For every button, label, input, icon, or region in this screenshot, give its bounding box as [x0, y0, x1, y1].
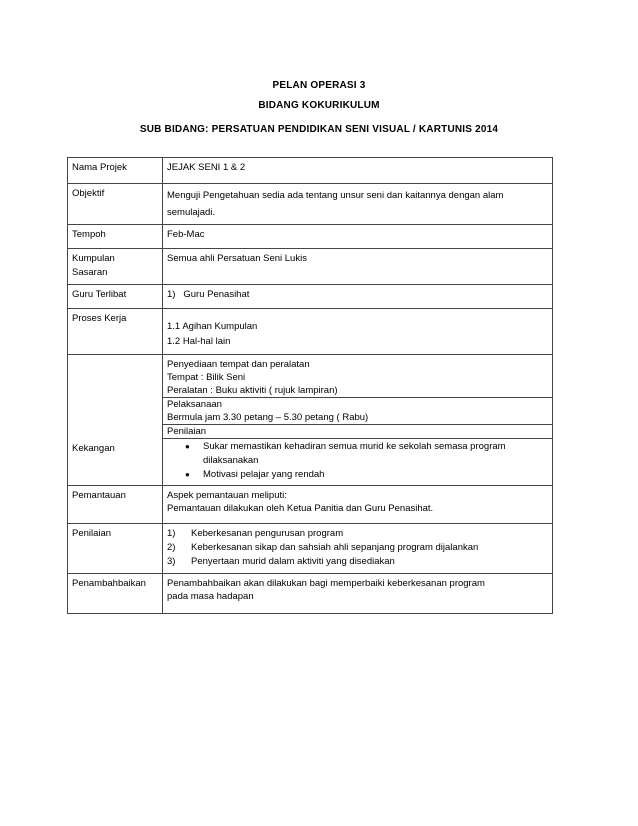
- proses-block-4: Pelaksanaan: [167, 399, 222, 410]
- row-proses-detail: [68, 355, 553, 439]
- document-subtitle: SUB BIDANG: PERSATUAN PENDIDIKAN SENI VISUAL / KARTUNIS 2014: [139, 124, 499, 135]
- pemantauan-line-2: Pemantauan dilakukan oleh Ketua Panitia dan Guru Penasihat.: [167, 503, 434, 514]
- kumpulan-label-2: Sasaran: [72, 267, 108, 278]
- proses-item-2: 1.2 Hal-hal lain: [167, 336, 231, 347]
- proses-block-5: Bermula jam 3.30 petang – 5.30 petang ( Rabu): [167, 412, 369, 423]
- value-kekangan: [163, 439, 553, 486]
- row-nama-projek: [68, 158, 553, 184]
- objektif-line-1: Menguji Pengetahuan sedia ada tentang unsur seni dan kaitannya dengan alam: [167, 190, 504, 201]
- value-tempoh: Feb-Mac: [163, 225, 553, 249]
- value-guru-terlibat: [163, 285, 553, 309]
- proses-item-1: 1.1 Agihan Kumpulan: [167, 321, 258, 332]
- value-objektif: [163, 184, 553, 225]
- label-guru-terlibat: Guru Terlibat: [68, 285, 163, 309]
- kekangan-list: [167, 440, 548, 482]
- value-proses-detail: [163, 355, 553, 439]
- label-nama-projek: Nama Projek: [68, 158, 163, 184]
- guru-number: 1): [167, 289, 176, 300]
- row-tempoh: [68, 225, 553, 249]
- value-nama-projek: JEJAK SENI 1 & 2: [163, 158, 553, 184]
- proses-block-2: Tempat : Bilik Seni: [167, 372, 246, 383]
- value-proses-kerja: [163, 309, 553, 355]
- kekangan-item-2: ● Motivasi pelajar yang rendah: [185, 469, 325, 480]
- proses-block-6: Penilaian: [167, 426, 207, 437]
- document-field: BIDANG KOKURIKULUM: [258, 100, 380, 111]
- kekangan-item-1: ● Sukar memastikan kehadiran semua murid ke sekolah semasa program: [185, 441, 506, 452]
- label-penilaian: Penilaian: [68, 524, 163, 574]
- row-objektif: [68, 184, 553, 225]
- penilaian-item: 3) Penyertaan murid dalam aktiviti yang disediakan: [167, 556, 395, 567]
- row-proses-kerja: [68, 309, 553, 355]
- value-pemantauan: [163, 486, 553, 524]
- bullet-icon: ●: [185, 470, 190, 479]
- document-title: PELAN OPERASI 3: [272, 80, 366, 91]
- value-penambahbaikan: [163, 574, 553, 614]
- label-pemantauan: Pemantauan: [68, 486, 163, 524]
- penilaian-item: 1) Keberkesanan pengurusan program: [167, 528, 344, 539]
- label-tempoh: Tempoh: [68, 225, 163, 249]
- kekangan-item-1-cont: dilaksanakan: [203, 455, 259, 466]
- label-proses-kerja: Proses Kerja: [68, 309, 163, 355]
- row-kekangan: [68, 439, 553, 486]
- value-kumpulan-sasaran: Semua ahli Persatuan Seni Lukis: [163, 249, 553, 285]
- proses-block-1: Penyediaan tempat dan peralatan: [167, 359, 310, 370]
- guru-text: Guru Penasihat: [183, 289, 250, 300]
- objektif-line-2: semulajadi.: [167, 207, 216, 218]
- label-proses-detail: [68, 355, 163, 439]
- row-guru-terlibat: [68, 285, 553, 309]
- row-pemantauan: [68, 486, 553, 524]
- label-penambahbaikan: Penambahbaikan: [68, 574, 163, 614]
- bullet-icon: ●: [185, 442, 190, 451]
- penilaian-item: 2) Keberkesanan sikap dan sahsiah ahli sepanjang program dijalankan: [167, 542, 479, 553]
- plan-table: [67, 157, 553, 614]
- row-kumpulan-sasaran: [68, 249, 553, 285]
- label-kumpulan-sasaran: [68, 249, 163, 285]
- penilaian-list: [167, 527, 548, 569]
- kumpulan-label-1: Kumpulan: [72, 253, 115, 264]
- penambahbaikan-line-2: pada masa hadapan: [167, 591, 254, 602]
- label-objektif: Objektif: [68, 184, 163, 225]
- proses-block-3: Peralatan : Buku aktiviti ( rujuk lampiran): [167, 385, 338, 396]
- pemantauan-line-1: Aspek pemantauan meliputi:: [167, 490, 287, 501]
- value-penilaian: [163, 524, 553, 574]
- row-penilaian: [68, 524, 553, 574]
- row-penambahbaikan: [68, 574, 553, 614]
- label-kekangan: Kekangan: [68, 439, 163, 486]
- penambahbaikan-line-1: Penambahbaikan akan dilakukan bagi memperbaiki keberkesanan program: [167, 578, 485, 589]
